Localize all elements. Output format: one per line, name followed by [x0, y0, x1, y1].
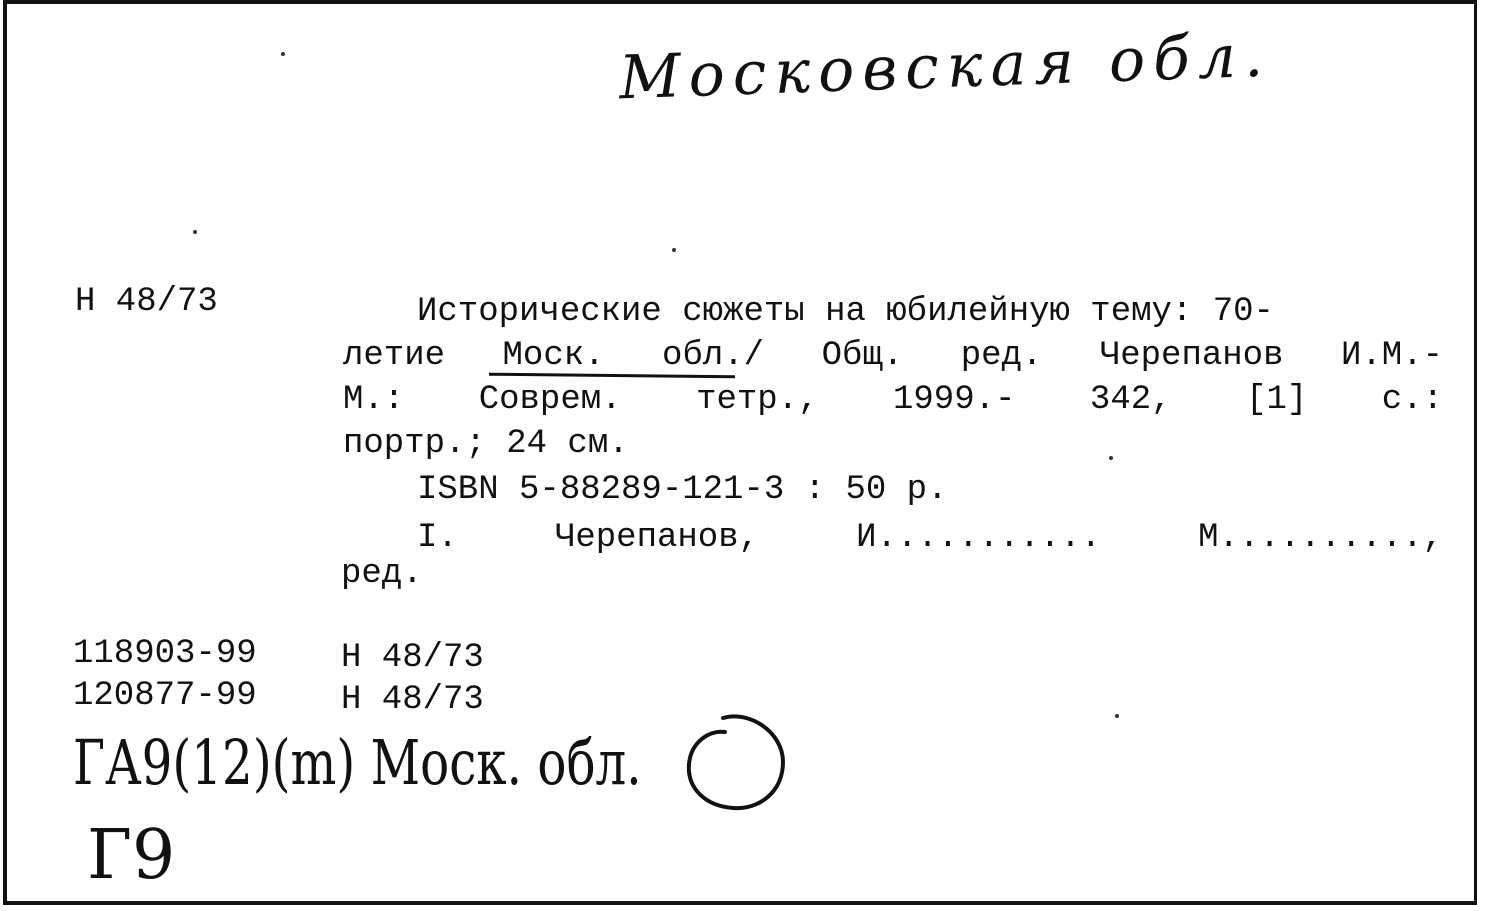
added-entry-line: I. Черепанов, И........... М..........,	[417, 519, 1443, 557]
copy-shelf: Н 48/73	[341, 681, 484, 719]
scan-speck	[1115, 714, 1119, 718]
circle-mark-icon	[679, 710, 791, 820]
record-line-1: Исторические сюжеты на юбилейную тему: 70-	[417, 293, 1274, 331]
handwritten-code: Г9	[87, 816, 176, 895]
record-line-4: портр.; 24 см.	[343, 425, 629, 463]
shelf-mark: Н 48/73	[75, 283, 218, 321]
catalog-card	[3, 0, 1477, 905]
record-line-2: летие Моск. обл./ Общ. ред. Черепанов И.М.-	[343, 337, 1443, 375]
isbn-line: ISBN 5-88289-121-3 : 50 р.	[417, 471, 948, 509]
record-line-3: М.: Соврем. тетр., 1999.- 342, [1] с.:	[343, 381, 1443, 419]
copy-number: 118903-99	[73, 635, 257, 673]
scan-speck	[1109, 456, 1113, 460]
copy-number: 120877-99	[73, 677, 257, 715]
copy-shelf: Н 48/73	[341, 639, 484, 677]
scan-speck	[672, 248, 676, 252]
scan-speck	[193, 230, 197, 234]
added-entry-role: ред.	[341, 555, 423, 593]
scan-speck	[281, 52, 285, 56]
handwritten-region-title: Московская обл.	[617, 20, 1273, 114]
handwritten-classification: ГА9(12)(m) Моск. обл.	[73, 726, 642, 799]
